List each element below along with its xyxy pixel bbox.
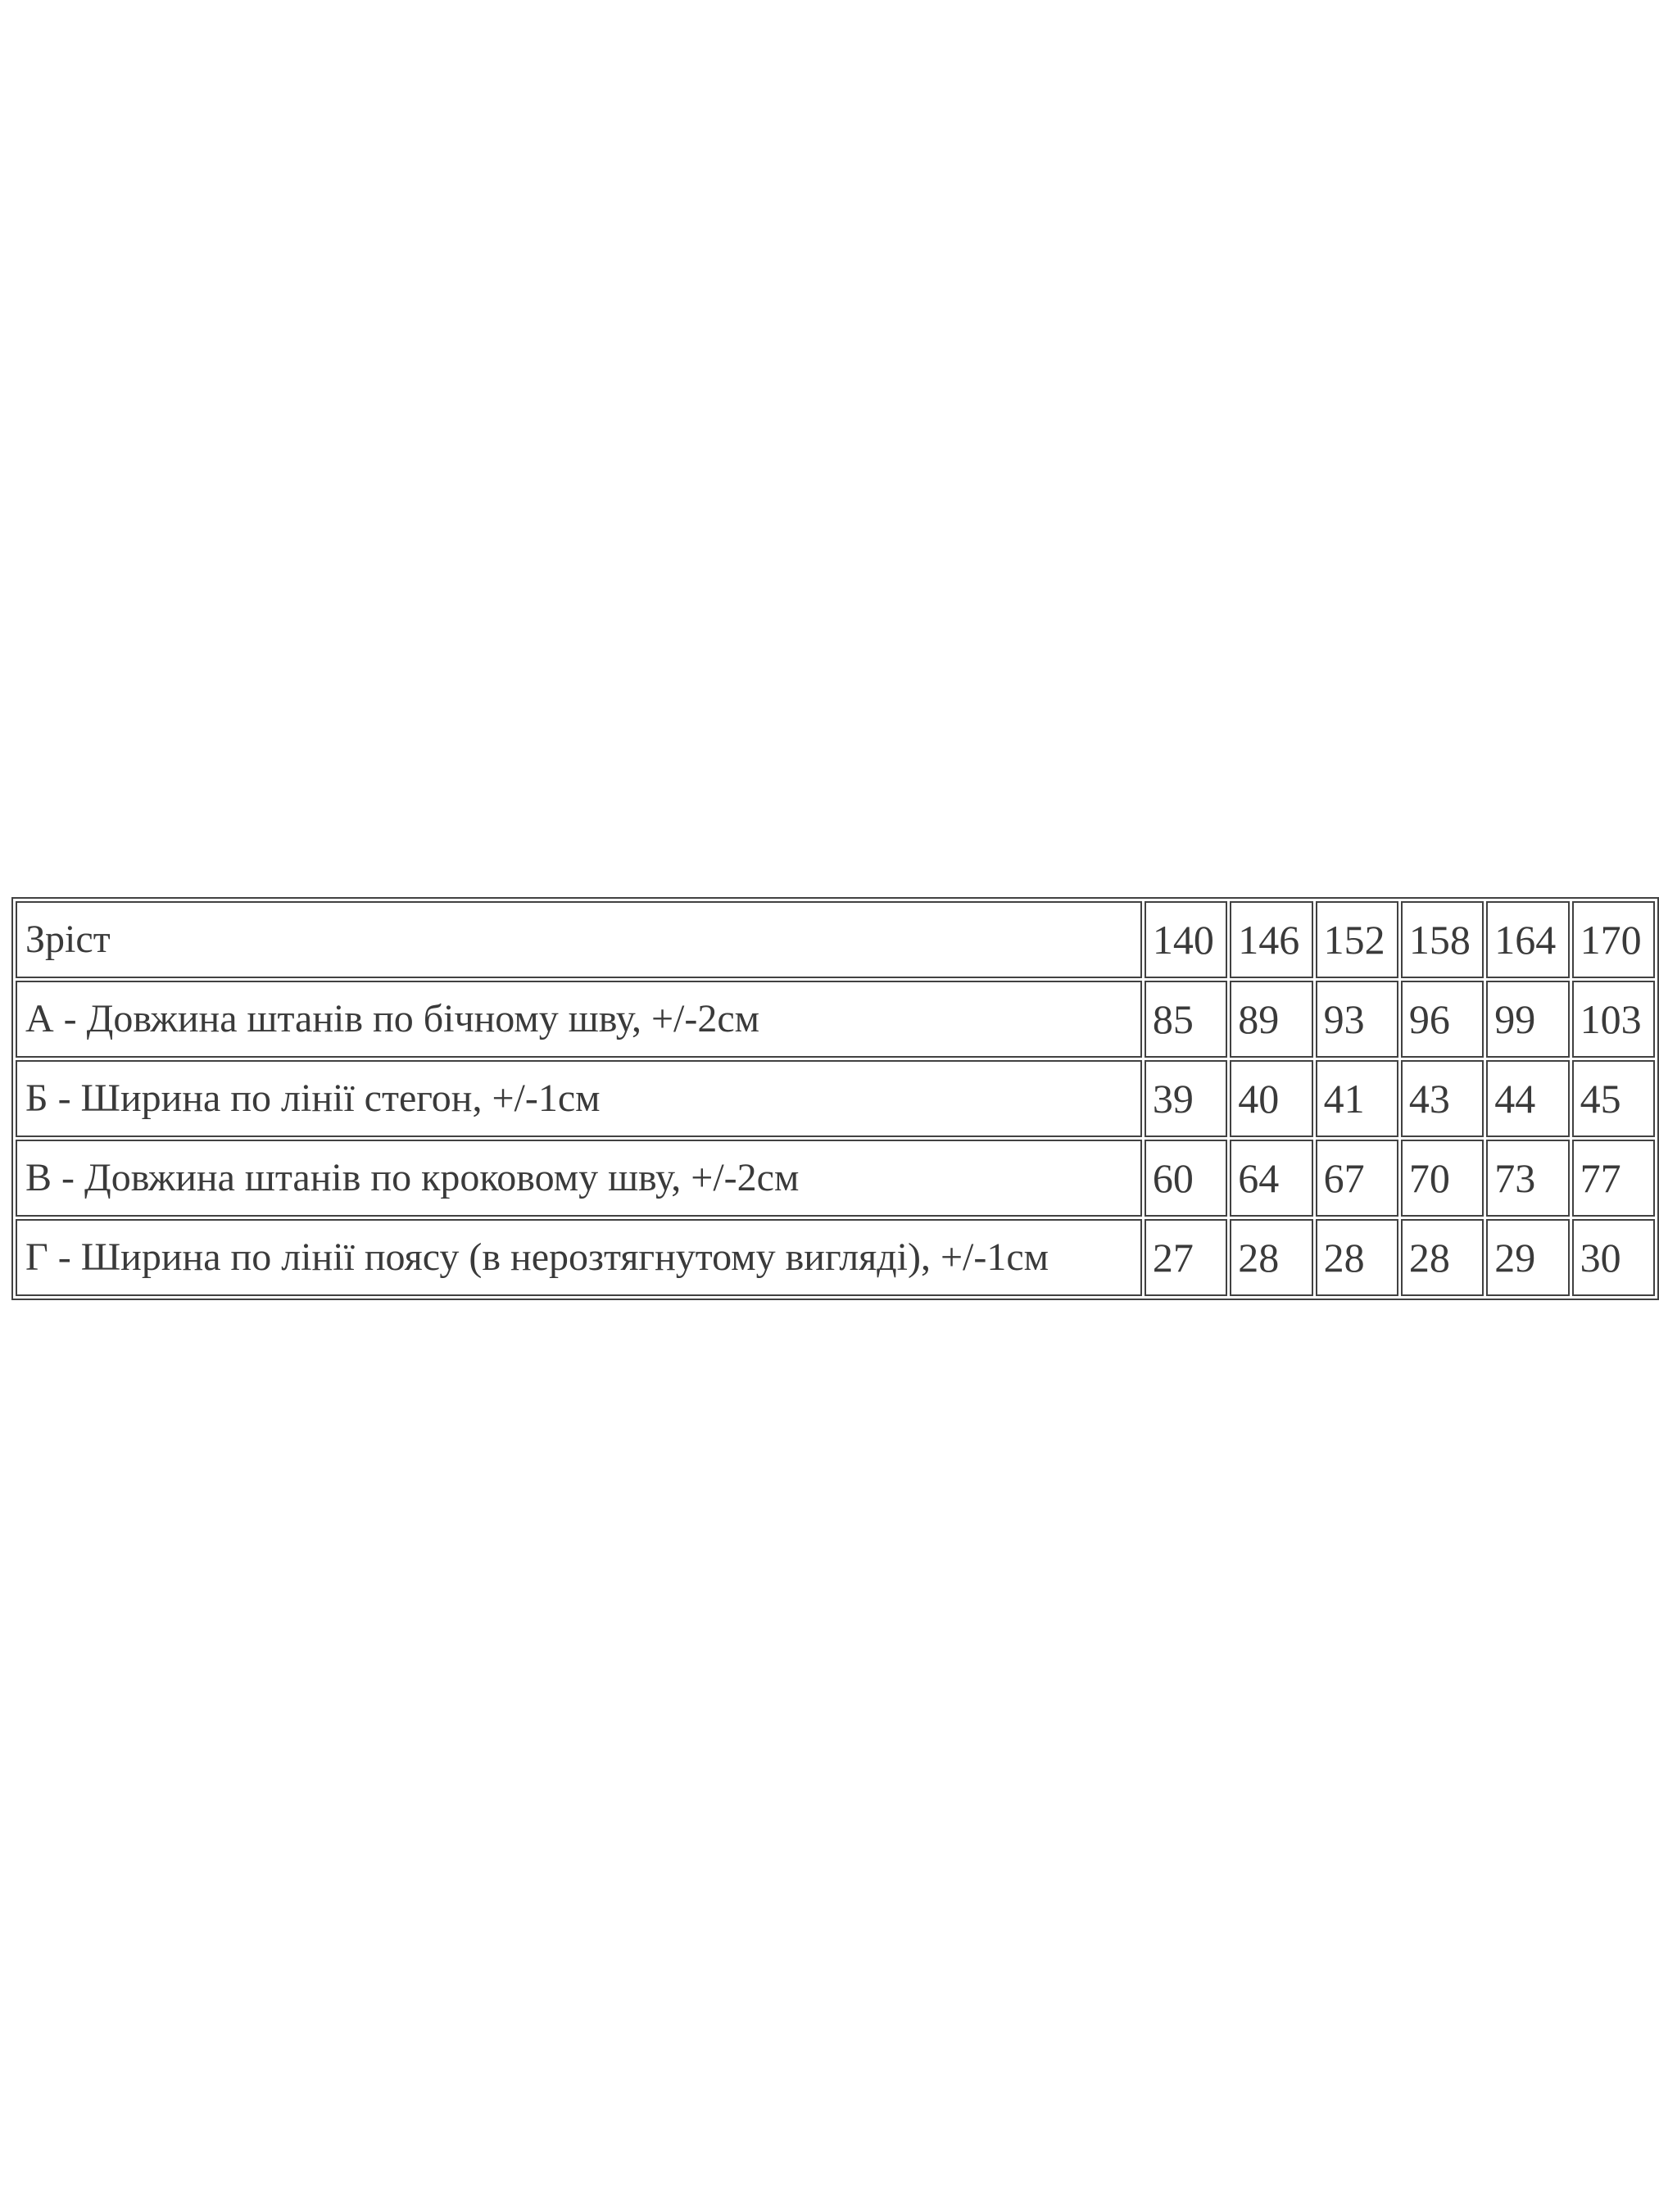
- row-label: В - Довжина штанів по кроковому шву, +/-2см: [16, 1140, 1142, 1217]
- size-header-cell: 146: [1230, 901, 1312, 978]
- value-cell: 39: [1145, 1060, 1227, 1137]
- value-cell: 73: [1486, 1140, 1569, 1217]
- table-row-v: [16, 1140, 1655, 1217]
- size-chart-table: [11, 897, 1659, 1300]
- value-cell: 27: [1145, 1219, 1227, 1296]
- size-header-cell: 170: [1572, 901, 1655, 978]
- value-cell: 85: [1145, 981, 1227, 1058]
- value-cell: 40: [1230, 1060, 1312, 1137]
- value-cell: 44: [1486, 1060, 1569, 1137]
- header-label-height: Зріст: [16, 901, 1142, 978]
- value-cell: 28: [1401, 1219, 1484, 1296]
- table-row-b: [16, 1060, 1655, 1137]
- value-cell: 64: [1230, 1140, 1312, 1217]
- value-cell: 28: [1316, 1219, 1398, 1296]
- value-cell: 30: [1572, 1219, 1655, 1296]
- value-cell: 77: [1572, 1140, 1655, 1217]
- value-cell: 89: [1230, 981, 1312, 1058]
- value-cell: 99: [1486, 981, 1569, 1058]
- header-row: [16, 901, 1655, 978]
- value-cell: 28: [1230, 1219, 1312, 1296]
- size-header-cell: 158: [1401, 901, 1484, 978]
- table-row-a: [16, 981, 1655, 1058]
- row-label: Б - Ширина по лінії стегон, +/-1см: [16, 1060, 1142, 1137]
- value-cell: 103: [1572, 981, 1655, 1058]
- value-cell: 45: [1572, 1060, 1655, 1137]
- value-cell: 70: [1401, 1140, 1484, 1217]
- size-header-cell: 140: [1145, 901, 1227, 978]
- row-label: Г - Ширина по лінії поясу (в нерозтягнутому вигляді), +/-1см: [16, 1219, 1142, 1296]
- row-label: А - Довжина штанів по бічному шву, +/-2см: [16, 981, 1142, 1058]
- table-row-g: [16, 1219, 1655, 1296]
- value-cell: 43: [1401, 1060, 1484, 1137]
- value-cell: 67: [1316, 1140, 1398, 1217]
- size-header-cell: 152: [1316, 901, 1398, 978]
- size-header-cell: 164: [1486, 901, 1569, 978]
- value-cell: 96: [1401, 981, 1484, 1058]
- value-cell: 29: [1486, 1219, 1569, 1296]
- value-cell: 60: [1145, 1140, 1227, 1217]
- value-cell: 41: [1316, 1060, 1398, 1137]
- value-cell: 93: [1316, 981, 1398, 1058]
